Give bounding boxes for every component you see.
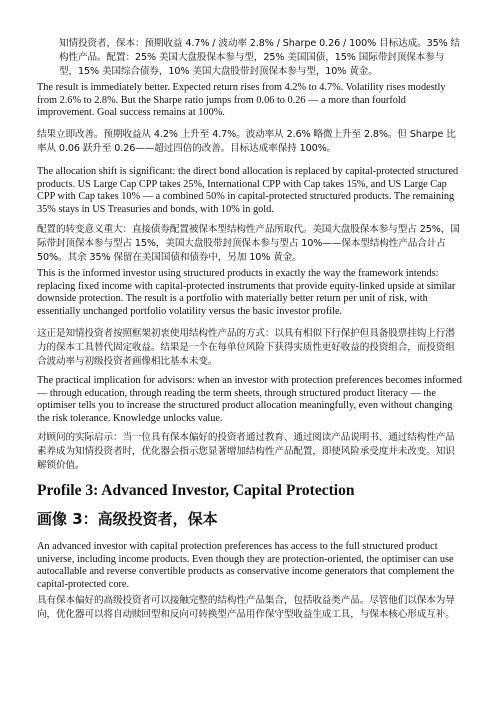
- zh-framework-paragraph: 这正是知情投资者按照框架初衷使用结构性产品的方式：以具有相似下行保护但具备股票挂钩上行潜力的保本工具替代固定收益。结果是一个在每单位风险下获得实质性更好收益的投资组合，而投资组合波动率与初级投资者画像相比基本未变。: [37, 328, 455, 367]
- zh-advisor-paragraph: 对顾问的实际启示：当一位具有保本偏好的投资者通过教育、通过阅读产品说明书、通过结构性产品素养成为知情投资者时，优化器会指示您显著增加结构性产品配置，即使风险承受度并未改变。知识解锁价值。: [37, 432, 455, 471]
- section-heading-zh: 画像 3：高级投资者，保本: [37, 510, 218, 528]
- zh-advanced-paragraph: 具有保本偏好的高级投资者可以接触完整的结构性产品集合，包括收益类产品。尽管他们以保本为导向，优化器可以将自动赎回型和反向可转换型产品用作保守型收益生成工具，与保本核心形成互补。: [37, 595, 455, 620]
- zh-allocation-paragraph: 配置的转变意义重大：直接债券配置被保本型结构性产品所取代。美国大盘股保本参与型占 25%，国际带封顶保本参与型占 15%，美国大盘股带封顶保本参与型占 10%——保本型结构性产品合计占 50%。其余 35% 保留在美国国债和债券中，另加 10% 黄金。: [37, 224, 460, 263]
- zh-result-paragraph: 结果立即改善。预期收益从 4.2% 上升至 4.7%。波动率从 2.6% 略微上升至 2.8%。但 Sharpe 比率从 0.06 跃升至 0.26——超过四倍的改善。目标达成率保持 100%。: [37, 129, 456, 154]
- zh-profile-summary: 知情投资者，保本：预期收益 4.7% / 波动率 2.8% / Sharpe 0.26 / 100% 目标达成。35% 结构性产品。配置：25% 美国大盘股保本参与型，25% 美国国债，15% 国际带封顶保本参与型，15% 美国综合债券，10% 美国大盘股带封顶保本参与型，10% 黄金。: [59, 38, 461, 77]
- en-advisor-paragraph: The practical implication for advisors: when an investor with protection preferences becomes informed — through education, through reading the term sheets, through structured product literacy — the optimiser tells you to increase the structured product allocation meaningfully, even without changing the risk tolerance. Knowledge unlocks value.: [37, 375, 462, 424]
- en-result-paragraph: The result is immediately better. Expected return rises from 4.2% to 4.7%. Volatility rises modestly from 2.6% to 2.8%. But the Sharpe ratio jumps from 0.06 to 0.26 — a more than fourfold improvement. Goal success remains at 100%.: [37, 82, 446, 119]
- en-allocation-paragraph: The allocation shift is significant: the direct bond allocation is replaced by capital-protected structured products. US Large Cap CPP takes 25%, International CPP with Cap takes 15%, and US Large Cap CPP with Cap takes 10% — a combined 50% in capital-protected structured products. The remaining 35% stays in US Treasuries and bonds, with 10% in gold.: [37, 166, 459, 215]
- en-framework-paragraph: This is the informed investor using structured products in exactly the way the framework intends: replacing fixed income with capital-protected instruments that provide equity-linked upside at similar downside protection. The result is a portfolio with materially better return per unit of risk, with essentially unchanged portfolio volatility versus the basic investor profile.: [37, 268, 456, 317]
- section-heading-en: Profile 3: Advanced Investor, Capital Protection: [37, 482, 355, 499]
- en-advanced-paragraph: An advanced investor with capital protection preferences has access to the full structured product universe, including income products. Even though they are protection-oriented, the optimiser can use autocallable and reverse convertible products as conservative income generators that complement the capital-protected core.: [37, 541, 455, 590]
